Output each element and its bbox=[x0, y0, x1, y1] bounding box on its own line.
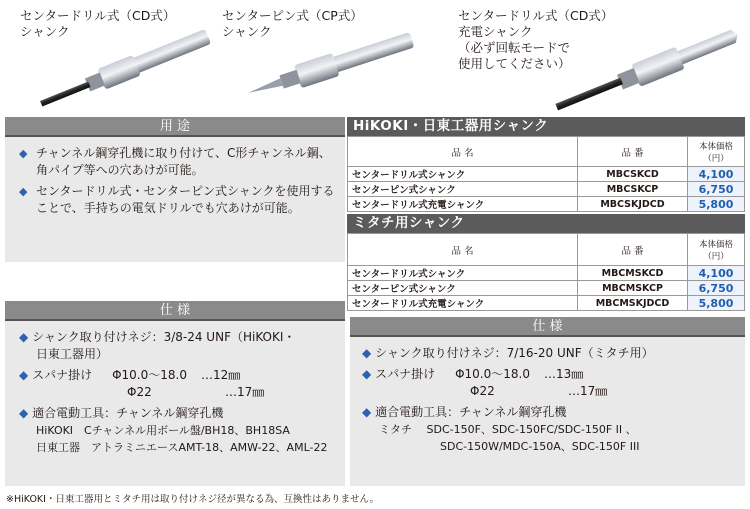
spec-spanner bbox=[19, 367, 337, 384]
usage-item bbox=[19, 145, 335, 179]
usage-item-text: チャンネル鋼穿孔機に取り付けて、C形チャンネル鋼、角パイプ等への穴あけが可能。 bbox=[36, 146, 331, 177]
caption-line: 充電シャンク bbox=[458, 24, 533, 39]
diamond-bullet-icon: ◆ bbox=[362, 367, 372, 381]
caption-line: センタードリル式（CD式） bbox=[458, 8, 614, 23]
spec-spanner-2 bbox=[362, 383, 737, 400]
spec-text: 日東工器用） bbox=[36, 347, 109, 361]
row-code: MBCSKJDCD bbox=[578, 197, 688, 212]
spec-spanner bbox=[362, 366, 737, 383]
spec-text: …17㎜ bbox=[225, 385, 265, 399]
row-code: MBCSKCD bbox=[578, 167, 688, 182]
spec-text: スパナ掛け bbox=[375, 367, 436, 381]
col-header-code: 品 番 bbox=[578, 137, 688, 167]
spec-text: Φ10.0～18.0 bbox=[112, 368, 187, 382]
spec-right-body bbox=[350, 337, 745, 455]
usage-item bbox=[19, 183, 335, 217]
diamond-bullet-icon: ◆ bbox=[19, 330, 29, 344]
row-code: MBCSKCP bbox=[578, 182, 688, 197]
row-code: MBCMSKCP bbox=[578, 281, 688, 296]
row-price: 6,750 bbox=[688, 281, 745, 296]
spec-text: スパナ掛け bbox=[32, 368, 93, 382]
spec-machine bbox=[362, 404, 737, 421]
row-name: センターピン式シャンク bbox=[348, 182, 578, 197]
row-name: センタードリル式シャンク bbox=[348, 167, 578, 182]
cd-shank-image bbox=[30, 30, 230, 110]
spec-text: …12㎜ bbox=[200, 368, 241, 382]
spec-text: …17㎜ bbox=[568, 384, 608, 398]
row-name: センタードリル式充電シャンク bbox=[348, 296, 578, 311]
mitachi-price-table bbox=[347, 233, 745, 311]
caption-line: （必ず回転モードで bbox=[458, 40, 571, 55]
spec-left-title: 仕 様 bbox=[5, 301, 345, 321]
spec-text: Φ22 bbox=[127, 385, 152, 399]
row-code: MBCMSKCD bbox=[578, 266, 688, 281]
mitachi-table-title: ミタチ用シャンク bbox=[347, 214, 745, 233]
spec-text: ミタチ SDC-150F、SDC-150FC/SDC-150F II 、 bbox=[379, 423, 637, 436]
col-header-name: 品 名 bbox=[348, 234, 578, 266]
row-price: 5,800 bbox=[688, 197, 745, 212]
col-header-name: 品 名 bbox=[348, 137, 578, 167]
diamond-bullet-icon: ◆ bbox=[19, 147, 28, 160]
usage-panel bbox=[5, 117, 345, 262]
hikoki-price-table bbox=[347, 136, 745, 212]
usage-item-text: センタードリル式・センターピン式シャンクを使用することで、手持ちの電気ドリルでも穴あけが可能。 bbox=[36, 184, 335, 215]
spec-text: 日東工器 アトラミニエースAMT-18、AMW-22、AML-22 bbox=[36, 441, 328, 454]
spec-right-title: 仕 様 bbox=[350, 317, 745, 337]
table-row bbox=[348, 197, 745, 212]
diamond-bullet-icon: ◆ bbox=[19, 368, 29, 382]
table-row bbox=[348, 296, 745, 311]
cdj-shank-image bbox=[540, 30, 750, 115]
spec-text: 適合電動工具：チャンネル鋼穿孔機 bbox=[375, 405, 567, 419]
spec-right-panel bbox=[350, 317, 745, 486]
diamond-bullet-icon: ◆ bbox=[19, 185, 28, 198]
table-row bbox=[348, 182, 745, 197]
spec-left-panel bbox=[5, 301, 345, 486]
col-header-price: 本体価格（円） bbox=[688, 234, 745, 266]
row-price: 4,100 bbox=[688, 167, 745, 182]
diamond-bullet-icon: ◆ bbox=[19, 406, 29, 420]
spec-text: Φ22 bbox=[470, 384, 495, 398]
spec-text: シャンク取り付けネジ：3/8-24 UNF（HiKOKI・ bbox=[32, 330, 296, 344]
spec-text: SDC-150W/MDC-150A、SDC-150F III bbox=[440, 440, 640, 453]
caption-line: センタードリル式（CD式） bbox=[20, 8, 176, 23]
spec-text: Φ10.0～18.0 bbox=[455, 367, 530, 381]
footnote: ※HiKOKI・日東工器用とミタチ用は取り付けネジ径が異なる為、互換性はありません。 bbox=[6, 494, 380, 505]
col-header-price: 本体価格（円） bbox=[688, 137, 745, 167]
spec-text: シャンク取り付けネジ：7/16-20 UNF（ミタチ用） bbox=[375, 346, 654, 360]
spec-left-body bbox=[5, 321, 345, 456]
spec-machine bbox=[19, 405, 337, 422]
spec-thread bbox=[19, 329, 337, 346]
spec-thread bbox=[362, 345, 737, 362]
row-code: MBCMSKJDCD bbox=[578, 296, 688, 311]
usage-title: 用 途 bbox=[5, 117, 345, 137]
spec-text: HiKOKI Cチャンネル用ボール盤/BH18、BH18SA bbox=[36, 424, 290, 437]
row-name: センターピン式シャンク bbox=[348, 281, 578, 296]
hikoki-table-title: HiKOKI・日東工器用シャンク bbox=[347, 117, 745, 136]
caption-line: シャンク bbox=[222, 24, 272, 39]
cp-shank-image bbox=[225, 30, 425, 110]
usage-list bbox=[5, 137, 345, 217]
row-price: 4,100 bbox=[688, 266, 745, 281]
caption-line: センターピン式（CP式） bbox=[222, 8, 363, 23]
diamond-bullet-icon: ◆ bbox=[362, 405, 372, 419]
row-price: 6,750 bbox=[688, 182, 745, 197]
table-row bbox=[348, 266, 745, 281]
hikoki-table-block bbox=[347, 117, 745, 212]
table-row bbox=[348, 167, 745, 182]
diamond-bullet-icon: ◆ bbox=[362, 346, 372, 360]
row-name: センタードリル式充電シャンク bbox=[348, 197, 578, 212]
spec-spanner-2 bbox=[19, 384, 337, 401]
caption-line: 使用してください） bbox=[458, 56, 571, 71]
col-header-code: 品 番 bbox=[578, 234, 688, 266]
spec-text: 適合電動工具：チャンネル鋼穿孔機 bbox=[32, 406, 224, 420]
row-price: 5,800 bbox=[688, 296, 745, 311]
mitachi-table-block bbox=[347, 214, 745, 311]
table-row bbox=[348, 281, 745, 296]
row-name: センタードリル式シャンク bbox=[348, 266, 578, 281]
caption-line: シャンク bbox=[20, 24, 70, 39]
spec-text: …13㎜ bbox=[543, 367, 584, 381]
